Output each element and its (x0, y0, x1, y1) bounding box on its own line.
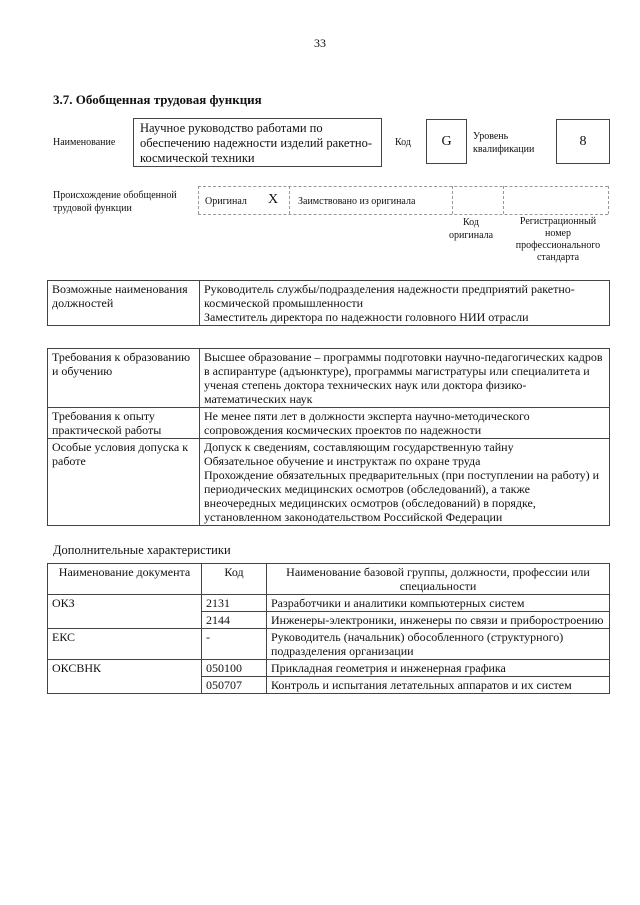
code-original-caption: Код оригинала (448, 217, 494, 241)
doc-code: - (202, 629, 267, 660)
page-number: 33 (314, 36, 326, 50)
table-row (48, 595, 610, 612)
name-label: Наименование (53, 137, 116, 148)
doc-code: 050707 (202, 677, 267, 694)
condition-item: Прохождение обязательных предварительных (при поступлении на работу) и периодических медицинских осмотров (обследований), а также внеочередных медицинских осмотров (обследований) в порядке, установленном законодательством Российской Федерации (204, 468, 600, 524)
code-label: Код (395, 137, 411, 148)
extra-title: Дополнительные характеристики (53, 543, 231, 557)
origin-top-border (198, 186, 608, 187)
positions-label: Возможные наименования должностей (48, 281, 200, 326)
level-label: Уровень квалификации (473, 131, 535, 155)
registration-caption: Регистрационный номер профессионального стандарта (515, 216, 601, 263)
table-row (48, 629, 610, 660)
special-conditions-label: Особые условия допуска к работе (48, 439, 200, 526)
origin-bottom-border (198, 214, 608, 215)
doc-code: 2144 (202, 612, 267, 629)
experience-label: Требования к опыту практической работы (48, 408, 200, 439)
special-conditions-value (200, 439, 610, 526)
extra-table (47, 563, 610, 694)
doc-code: 050100 (202, 660, 267, 677)
positions-values (200, 281, 610, 326)
education-value: Высшее образование – программы подготовки научно-педагогических кадров в аспирантуре (адъюнктуре), программы магистратуры или специалитета и ученая степень доктора технических наук или доктора физико-математических наук (200, 349, 610, 408)
origin-divider (452, 186, 453, 214)
doc-name: ЕКС (48, 629, 202, 660)
original-mark: X (268, 192, 279, 207)
original-label: Оригинал (205, 196, 247, 207)
origin-divider (198, 186, 199, 214)
doc-group-name: Разработчики и аналитики компьютерных систем (267, 595, 610, 612)
doc-group-name: Инженеры-электроники, инженеры по связи и приборостроению (267, 612, 610, 629)
header-code: Код (202, 564, 267, 595)
positions-table (47, 280, 610, 326)
condition-item: Допуск к сведениям, составляющим государственную тайну (204, 440, 514, 454)
origin-divider (503, 186, 504, 214)
header-document: Наименование документа (48, 564, 202, 595)
function-code-value: G (426, 119, 467, 164)
origin-label: Происхождение обобщенной трудовой функции (53, 190, 177, 214)
doc-name: ОКЗ (48, 595, 202, 629)
position-item: Руководитель службы/подразделения надежности предприятий ракетно-космической промышленности (204, 282, 575, 310)
position-item: Заместитель директора по надежности головного НИИ отрасли (204, 310, 529, 324)
requirements-table (47, 348, 610, 526)
table-row (48, 660, 610, 677)
function-name-value: Научное руководство работами по обеспечению надежности изделий ракетно-космической техники (133, 118, 382, 167)
doc-name: ОКСВНК (48, 660, 202, 694)
borrowed-label: Заимствовано из оригинала (298, 196, 416, 207)
condition-item: Обязательное обучение и инструктаж по охране труда (204, 454, 481, 468)
header-group-name: Наименование базовой группы, должности, профессии или специальности (267, 564, 610, 595)
origin-divider (289, 186, 290, 214)
doc-code: 2131 (202, 595, 267, 612)
section-title: 3.7. Обобщенная трудовая функция (53, 92, 262, 107)
doc-group-name: Прикладная геометрия и инженерная графика (267, 660, 610, 677)
origin-divider (608, 186, 609, 214)
qualification-level-value: 8 (556, 119, 610, 164)
doc-group-name: Руководитель (начальник) обособленного (структурного) подразделения организации (267, 629, 610, 660)
experience-value: Не менее пяти лет в должности эксперта научно-методического сопровождения космических проектов по надежности (200, 408, 610, 439)
doc-group-name: Контроль и испытания летательных аппаратов и их систем (267, 677, 610, 694)
education-label: Требования к образованию и обучению (48, 349, 200, 408)
